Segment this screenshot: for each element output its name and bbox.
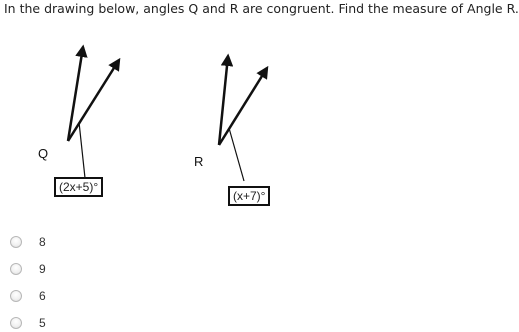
radio-button-icon[interactable] xyxy=(10,263,22,275)
answer-choice-label[interactable]: 8 xyxy=(39,235,46,249)
angle-q-figure xyxy=(68,47,119,178)
angle-r-figure xyxy=(219,56,267,181)
answer-choice-label[interactable]: 6 xyxy=(39,289,46,303)
answer-choice-4[interactable] xyxy=(10,314,46,332)
angle-q-pointer-line xyxy=(79,122,85,178)
answer-choice-label[interactable]: 9 xyxy=(39,262,46,276)
answer-choice-1[interactable] xyxy=(10,233,46,251)
answer-choice-label[interactable]: 5 xyxy=(39,316,46,330)
angle-q-measure-box: (2x+5)° xyxy=(54,177,103,197)
angle-q-vertex-label: Q xyxy=(38,146,49,161)
angle-diagram xyxy=(8,20,314,222)
radio-button-icon[interactable] xyxy=(10,290,22,302)
answer-choice-3[interactable] xyxy=(10,287,46,305)
angle-r-vertex-label: R xyxy=(194,154,204,169)
question-text: In the drawing below, angles Q and R are congruent. Find the measure of Angle R. xyxy=(4,1,519,16)
angle-r-measure-box: (x+7)° xyxy=(228,186,270,206)
answer-choice-2[interactable] xyxy=(10,260,46,278)
angle-r-pointer-line xyxy=(229,128,244,181)
radio-button-icon[interactable] xyxy=(10,317,22,329)
radio-button-icon[interactable] xyxy=(10,236,22,248)
